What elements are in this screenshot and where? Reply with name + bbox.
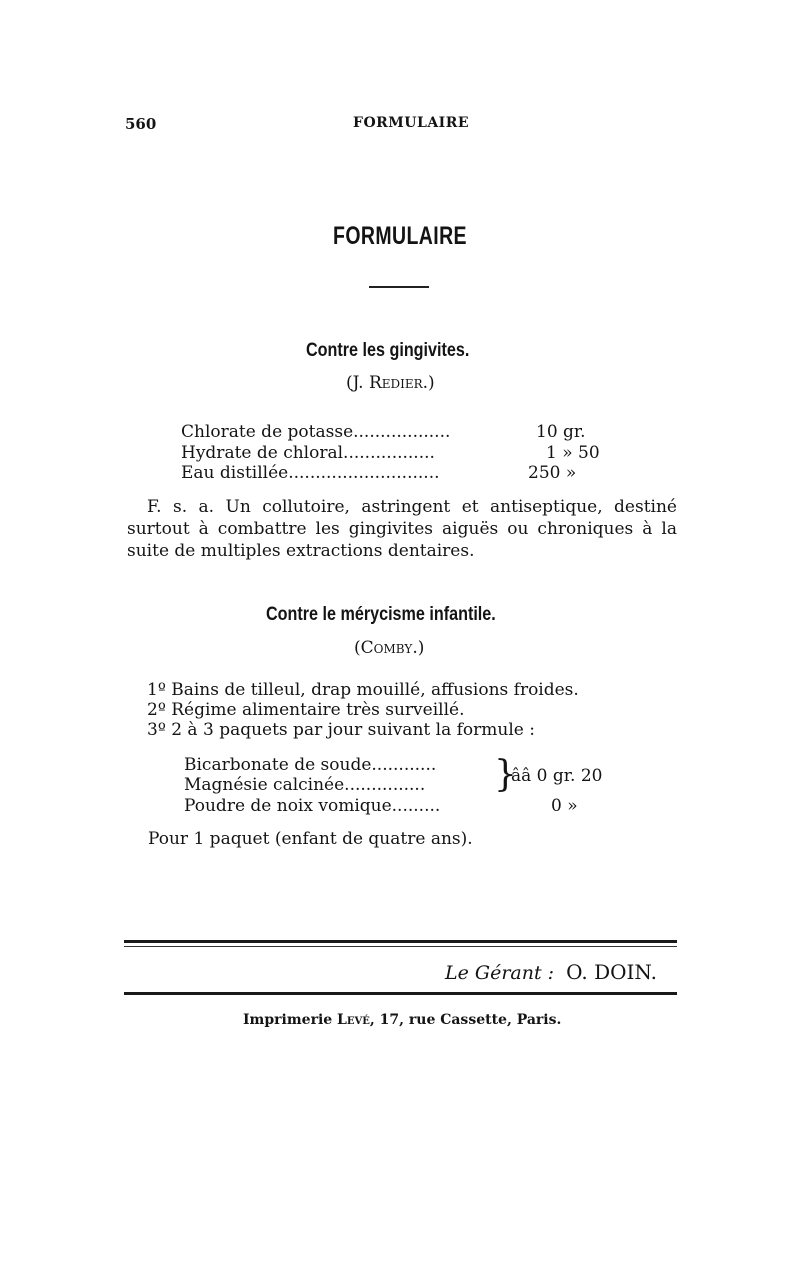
list-item: 1º Bains de tilleul, drap mouillé, affusions froides. [147,680,579,700]
list-item: 3º 2 à 3 paquets par jour suivant la formule : [147,720,535,740]
footer-rule-bottom [124,992,677,995]
section-title-gingivites: Contre les gingivites. [306,340,470,361]
gerant-signature: Le Gérant : O. DOIN. [445,960,657,984]
running-head-title: FORMULAIRE [353,115,470,131]
brace-icon: } [494,754,517,795]
page-title: FORMULAIRE [333,222,467,250]
section-author-comby: (Comby.) [354,638,425,658]
ingredient-name: Eau distillée............................ [181,463,440,483]
list-item: 2º Régime alimentaire très surveillé. [147,700,465,720]
printer-imprint: Imprimerie Levé, 17, rue Cassette, Paris. [243,1012,562,1028]
ingredient-qty: 1 » 50 [546,443,600,463]
dosage-note: Pour 1 paquet (enfant de quatre ans). [148,829,473,849]
ingredient-qty: 0 » [551,796,578,816]
footer-rule-top [124,940,677,943]
ingredient-name: Hydrate de chloral................. [181,443,435,463]
ingredient-name: Magnésie calcinée............... [184,775,426,795]
ingredient-qty: 10 gr. [536,422,586,442]
paragraph-collutoire: F. s. a. Un collutoire, astringent et antiseptique, destiné surtout à combattre les gingivites aiguës ou chroniques à la suite de multiples extractions dentaires. [127,497,677,561]
section-author-redier: (J. Redier.) [346,373,435,393]
ingredient-qty: 250 » [528,463,577,483]
ingredient-name: Chlorate de potasse.................. [181,422,451,442]
ingredient-name: Poudre de noix vomique......... [184,796,441,816]
ingredient-name: Bicarbonate de soude............ [184,755,437,775]
section-title-merycisme: Contre le mérycisme infantile. [266,604,496,625]
page-number: 560 [125,115,157,133]
title-divider [369,286,429,288]
footer-rule-top-thin [124,946,677,947]
shared-quantity: ââ 0 gr. 20 [511,766,603,786]
